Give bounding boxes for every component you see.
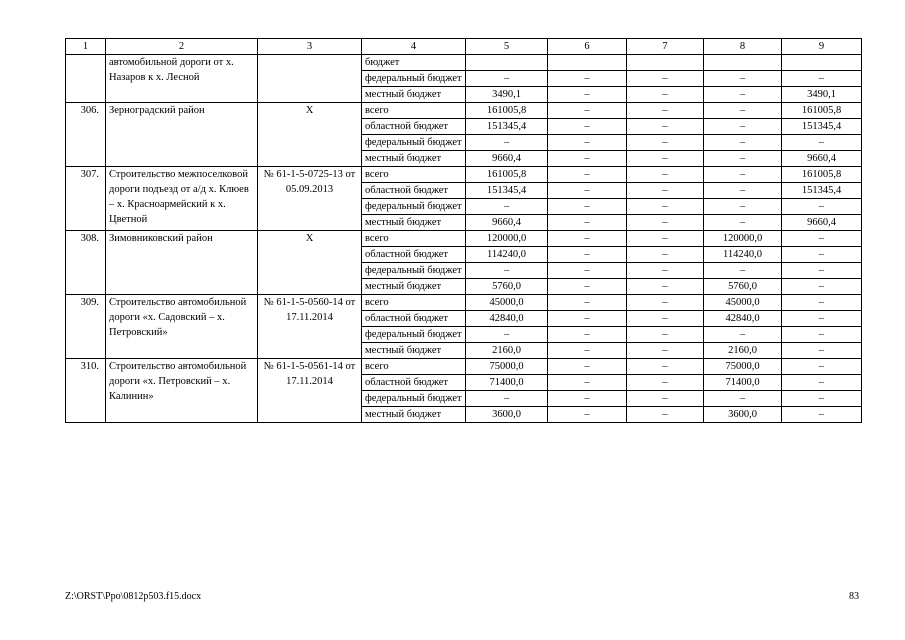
value-col-6: –: [548, 119, 627, 135]
value-col-8: –: [704, 71, 782, 87]
header-row: [66, 39, 862, 55]
value-col-9: –: [782, 311, 862, 327]
value-col-7: –: [627, 327, 704, 343]
value-col-9: –: [782, 407, 862, 423]
value-col-5: 75000,0: [466, 359, 548, 375]
value-col-8: –: [704, 119, 782, 135]
row-number: 309.: [66, 295, 106, 359]
value-col-6: –: [548, 263, 627, 279]
value-col-8: –: [704, 135, 782, 151]
row-number: 308.: [66, 231, 106, 295]
value-col-7: –: [627, 247, 704, 263]
value-col-7: –: [627, 375, 704, 391]
funding-source: местный бюджет: [362, 279, 466, 295]
value-col-5: –: [466, 391, 548, 407]
header-cell: 2: [106, 39, 258, 55]
funding-source: всего: [362, 167, 466, 183]
value-col-5: 3600,0: [466, 407, 548, 423]
value-col-5: 114240,0: [466, 247, 548, 263]
funding-source: местный бюджет: [362, 407, 466, 423]
value-col-7: –: [627, 215, 704, 231]
table-row: [66, 359, 862, 375]
value-col-8: 42840,0: [704, 311, 782, 327]
object-name: автомобильной дороги от х. Назаров к х. Лесной: [106, 55, 258, 103]
value-col-6: –: [548, 391, 627, 407]
value-col-7: –: [627, 231, 704, 247]
value-col-7: –: [627, 295, 704, 311]
value-col-8: –: [704, 199, 782, 215]
value-col-9: –: [782, 343, 862, 359]
value-col-5: 151345,4: [466, 183, 548, 199]
value-col-9: –: [782, 263, 862, 279]
funding-source: местный бюджет: [362, 215, 466, 231]
document-number: № 61-1-5-0725-13 от 05.09.2013: [258, 167, 362, 231]
value-col-8: 75000,0: [704, 359, 782, 375]
funding-source: областной бюджет: [362, 247, 466, 263]
funding-source: областной бюджет: [362, 311, 466, 327]
value-col-9: –: [782, 375, 862, 391]
value-col-8: [704, 55, 782, 71]
table-row: [66, 167, 862, 183]
value-col-6: –: [548, 215, 627, 231]
funding-source: федеральный бюджет: [362, 71, 466, 87]
value-col-9: –: [782, 199, 862, 215]
value-col-8: 71400,0: [704, 375, 782, 391]
value-col-9: 161005,8: [782, 167, 862, 183]
value-col-9: 151345,4: [782, 183, 862, 199]
funding-source: местный бюджет: [362, 151, 466, 167]
header-cell: 6: [548, 39, 627, 55]
funding-source: всего: [362, 103, 466, 119]
funding-source: всего: [362, 231, 466, 247]
value-col-5: 151345,4: [466, 119, 548, 135]
value-col-6: –: [548, 279, 627, 295]
object-name: Зимовниковский район: [106, 231, 258, 295]
funding-source: бюджет: [362, 55, 466, 71]
object-name: Строительство автомобильной дороги «х. Садовский – х. Петровский»: [106, 295, 258, 359]
value-col-6: –: [548, 71, 627, 87]
value-col-6: –: [548, 343, 627, 359]
value-col-9: –: [782, 391, 862, 407]
value-col-7: –: [627, 103, 704, 119]
value-col-7: –: [627, 359, 704, 375]
table-row: [66, 55, 862, 71]
header-cell: 8: [704, 39, 782, 55]
value-col-5: –: [466, 327, 548, 343]
value-col-6: –: [548, 199, 627, 215]
value-col-8: –: [704, 391, 782, 407]
row-number: 307.: [66, 167, 106, 231]
value-col-7: –: [627, 263, 704, 279]
value-col-8: –: [704, 87, 782, 103]
header-cell: 3: [258, 39, 362, 55]
object-name: Строительство межпоселковой дороги подъезд от а/д х. Клюев – х. Красноармейский к х. Цветной: [106, 167, 258, 231]
value-col-5: –: [466, 263, 548, 279]
value-col-6: –: [548, 103, 627, 119]
funding-source: федеральный бюджет: [362, 263, 466, 279]
value-col-6: –: [548, 151, 627, 167]
value-col-7: –: [627, 167, 704, 183]
value-col-5: 3490,1: [466, 87, 548, 103]
header-cell: 4: [362, 39, 466, 55]
value-col-8: –: [704, 167, 782, 183]
funding-source: всего: [362, 359, 466, 375]
value-col-7: –: [627, 87, 704, 103]
value-col-6: –: [548, 311, 627, 327]
value-col-7: –: [627, 311, 704, 327]
value-col-8: –: [704, 327, 782, 343]
footer-file-path: Z:\ORST\Ppo\0812p503.f15.docx: [65, 591, 202, 602]
value-col-7: [627, 55, 704, 71]
value-col-8: –: [704, 151, 782, 167]
row-number: 310.: [66, 359, 106, 423]
document-number: [258, 55, 362, 103]
value-col-5: 161005,8: [466, 103, 548, 119]
value-col-9: 151345,4: [782, 119, 862, 135]
value-col-6: –: [548, 167, 627, 183]
value-col-5: –: [466, 199, 548, 215]
value-col-5: 45000,0: [466, 295, 548, 311]
header-cell: 1: [66, 39, 106, 55]
value-col-9: –: [782, 279, 862, 295]
value-col-8: –: [704, 263, 782, 279]
value-col-6: –: [548, 247, 627, 263]
value-col-8: 120000,0: [704, 231, 782, 247]
document-number: Х: [258, 231, 362, 295]
object-name: Строительство автомобильной дороги «х. Петровский – х. Калинин»: [106, 359, 258, 423]
document-number: Х: [258, 103, 362, 167]
funding-source: федеральный бюджет: [362, 199, 466, 215]
value-col-8: 45000,0: [704, 295, 782, 311]
value-col-5: 9660,4: [466, 151, 548, 167]
value-col-6: –: [548, 135, 627, 151]
value-col-5: 2160,0: [466, 343, 548, 359]
value-col-6: –: [548, 87, 627, 103]
value-col-9: –: [782, 231, 862, 247]
row-number: 306.: [66, 103, 106, 167]
value-col-6: –: [548, 231, 627, 247]
table-body: [66, 55, 862, 423]
row-number: [66, 55, 106, 103]
header-cell: 9: [782, 39, 862, 55]
table-row: [66, 295, 862, 311]
value-col-9: 9660,4: [782, 151, 862, 167]
value-col-5: –: [466, 71, 548, 87]
funding-source: федеральный бюджет: [362, 327, 466, 343]
value-col-9: 9660,4: [782, 215, 862, 231]
value-col-8: 5760,0: [704, 279, 782, 295]
value-col-8: –: [704, 103, 782, 119]
value-col-9: –: [782, 327, 862, 343]
funding-source: местный бюджет: [362, 87, 466, 103]
value-col-5: –: [466, 135, 548, 151]
value-col-6: [548, 55, 627, 71]
value-col-6: –: [548, 295, 627, 311]
value-col-7: –: [627, 71, 704, 87]
value-col-7: –: [627, 119, 704, 135]
value-col-7: –: [627, 407, 704, 423]
value-col-7: –: [627, 343, 704, 359]
funding-source: всего: [362, 295, 466, 311]
value-col-6: –: [548, 327, 627, 343]
value-col-9: 3490,1: [782, 87, 862, 103]
value-col-5: 9660,4: [466, 215, 548, 231]
value-col-6: –: [548, 183, 627, 199]
value-col-8: 114240,0: [704, 247, 782, 263]
value-col-8: 3600,0: [704, 407, 782, 423]
funding-source: федеральный бюджет: [362, 391, 466, 407]
value-col-9: –: [782, 135, 862, 151]
header-cell: 7: [627, 39, 704, 55]
funding-source: областной бюджет: [362, 375, 466, 391]
value-col-7: –: [627, 279, 704, 295]
value-col-5: 120000,0: [466, 231, 548, 247]
value-col-7: –: [627, 199, 704, 215]
value-col-5: 5760,0: [466, 279, 548, 295]
document-number: № 61-1-5-0561-14 от 17.11.2014: [258, 359, 362, 423]
value-col-8: –: [704, 183, 782, 199]
table-row: [66, 231, 862, 247]
table-row: [66, 103, 862, 119]
value-col-9: –: [782, 359, 862, 375]
value-col-5: 42840,0: [466, 311, 548, 327]
value-col-9: 161005,8: [782, 103, 862, 119]
header-cell: 5: [466, 39, 548, 55]
value-col-5: [466, 55, 548, 71]
value-col-6: –: [548, 375, 627, 391]
value-col-9: –: [782, 247, 862, 263]
value-col-7: –: [627, 183, 704, 199]
budget-table: [65, 38, 862, 423]
value-col-9: [782, 55, 862, 71]
funding-source: областной бюджет: [362, 183, 466, 199]
value-col-9: –: [782, 71, 862, 87]
value-col-7: –: [627, 151, 704, 167]
document-number: № 61-1-5-0560-14 от 17.11.2014: [258, 295, 362, 359]
funding-source: областной бюджет: [362, 119, 466, 135]
value-col-5: 161005,8: [466, 167, 548, 183]
page-number: 83: [849, 591, 859, 602]
funding-source: местный бюджет: [362, 343, 466, 359]
value-col-7: –: [627, 391, 704, 407]
object-name: Зерноградский район: [106, 103, 258, 167]
value-col-5: 71400,0: [466, 375, 548, 391]
value-col-7: –: [627, 135, 704, 151]
value-col-6: –: [548, 407, 627, 423]
value-col-9: –: [782, 295, 862, 311]
funding-source: федеральный бюджет: [362, 135, 466, 151]
value-col-6: –: [548, 359, 627, 375]
value-col-8: 2160,0: [704, 343, 782, 359]
value-col-8: –: [704, 215, 782, 231]
